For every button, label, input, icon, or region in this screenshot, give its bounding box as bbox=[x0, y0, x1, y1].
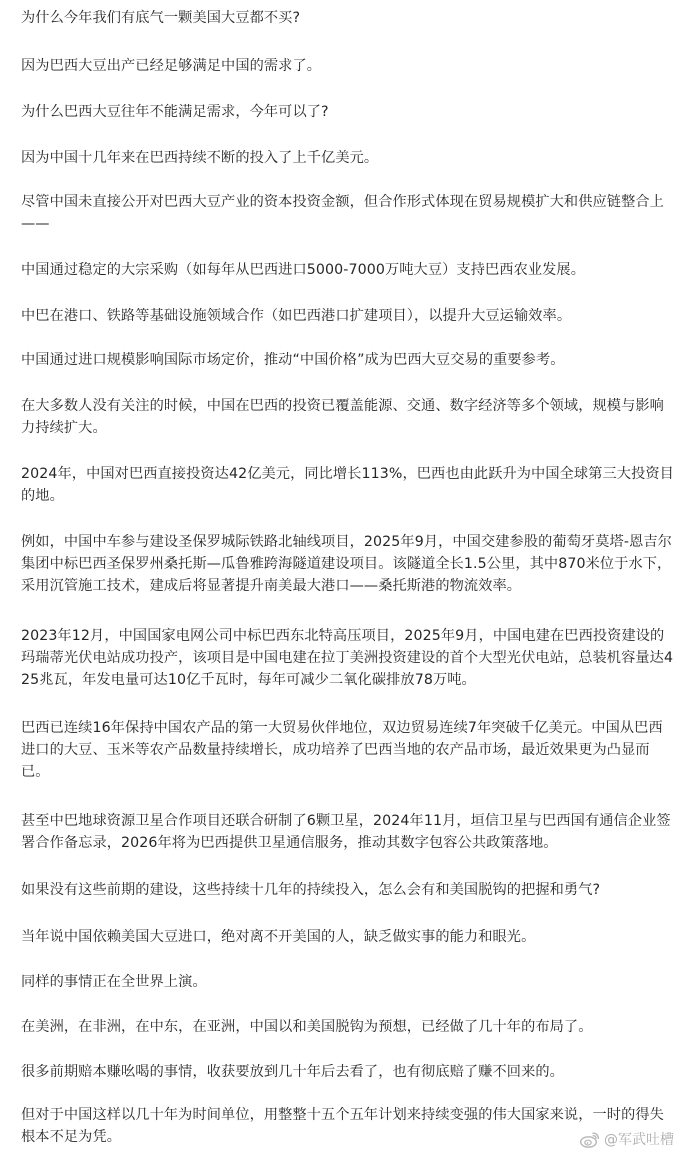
paragraph-12: 2023年12月，中国国家电网公司中标巴西东北特高压项目，2025年9月，中国电建在巴西投资建设的玛瑞蒂光伏电站成功投产，该项目是中国电建在拉丁美洲投资建设的首个大型光伏电站，总装机容量达425兆瓦，年发电量可达10亿千瓦时，每年可减少二氧化碳排放78万吨。 bbox=[21, 628, 674, 688]
weibo-icon bbox=[580, 1131, 600, 1148]
paragraph-18: 在美洲，在非洲，在中东，在亚洲，中国以和美国脱钩为预想，已经做了几十年的布局了。 bbox=[21, 1019, 593, 1035]
paragraph-14: 甚至中巴地球资源卫星合作项目还联合研制了6颗卫星，2024年11月，垣信卫星与巴西国有通信企业签署合作备忘录，2026年将为巴西提供卫星通信服务，推动其数字包容公共政策落地。 bbox=[21, 813, 671, 851]
paragraph-16: 当年说中国依赖美国大豆进口，绝对离不开美国的人，缺乏做实事的能力和眼光。 bbox=[21, 929, 536, 945]
paragraph-6: 中国通过稳定的大宗采购（如每年从巴西进口5000-7000万吨大豆）支持巴西农业发展。 bbox=[21, 262, 586, 278]
paragraph-20: 但对于中国这样以几十年为时间单位，用整整十五个五年计划来持续变强的伟大国家来说，一时的得失根本不足为凭。 bbox=[21, 1107, 664, 1145]
paragraph-17: 同样的事情正在全世界上演。 bbox=[21, 974, 207, 990]
paragraph-3: 为什么巴西大豆往年不能满足需求，今年可以了? bbox=[21, 104, 329, 120]
paragraph-7: 中巴在港口、铁路等基础设施领域合作（如巴西港口扩建项目），以提升大豆运输效率。 bbox=[21, 308, 572, 324]
paragraph-5: 尽管中国未直接公开对巴西大豆产业的资本投资金额，但合作形式体现在贸易规模扩大和供应链整合上—— bbox=[21, 194, 664, 232]
paragraph-9: 在大多数人没有关注的时候，中国在巴西的投资已覆盖能源、交通、数字经济等多个领域，规模与影响力持续扩大。 bbox=[21, 398, 664, 436]
paragraph-13: 巴西已连续16年保持中国农产品的第一大贸易伙伴地位，双边贸易连续7年突破千亿美元。中国从巴西进口的大豆、玉米等农产品数量持续增长，成功培养了巴西当地的农产品市场，最近效果更为凸显而已。 bbox=[21, 720, 663, 780]
paragraph-8: 中国通过进口规模影响国际市场定价，推动“中国价格”成为巴西大豆交易的重要参考。 bbox=[21, 352, 565, 368]
paragraph-11: 例如，中国中车参与建设圣保罗城际铁路北轴线项目，2025年9月，中国交建参股的葡萄牙莫塔-恩吉尔集团中标巴西圣保罗州桑托斯—瓜鲁雅跨海隧道建设项目。该隧道全长1.5公里，其中870米位于水下，采用沉管施工技术，建成后将显著提升南美最大港口——桑托斯港的物流效率。 bbox=[21, 534, 672, 594]
paragraph-4: 因为中国十几年来在巴西持续不断的投入了上千亿美元。 bbox=[21, 150, 379, 166]
paragraph-15: 如果没有这些前期的建设，这些持续十几年的持续投入，怎么会有和美国脱钩的把握和勇气? bbox=[21, 882, 601, 898]
watermark-text: @军武吐槽 bbox=[604, 1132, 674, 1148]
paragraph-2: 因为巴西大豆出产已经足够满足中国的需求了。 bbox=[21, 58, 322, 74]
watermark bbox=[580, 1129, 674, 1149]
paragraph-1: 为什么今年我们有底气一颗美国大豆都不买? bbox=[21, 10, 301, 26]
paragraph-19: 很多前期赔本赚吆喝的事情，收获要放到几十年后去看了，也有彻底赔了赚不回来的。 bbox=[21, 1064, 564, 1080]
paragraph-10: 2024年，中国对巴西直接投资达42亿美元，同比增长113%，巴西也由此跃升为中国全球第三大投资目的地。 bbox=[21, 466, 674, 504]
